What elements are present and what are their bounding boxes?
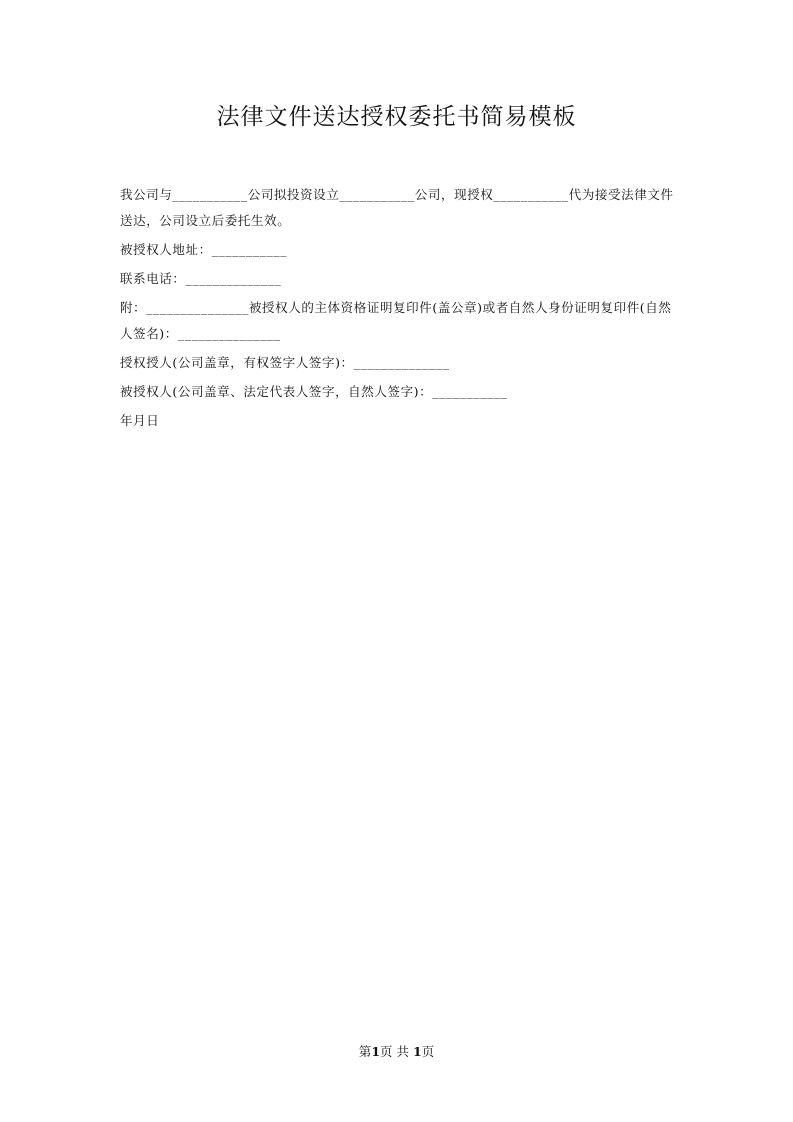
document-body xyxy=(120,182,680,437)
footer-suffix: 页 xyxy=(421,1044,435,1059)
footer-mid: 页 共 xyxy=(380,1044,409,1059)
paragraph-intro: 我公司与___________公司拟投资设立___________公司，现授权___________代为接受法律文件送达，公司设立后委托生效。 xyxy=(120,187,674,228)
document-title: 法律文件送达授权委托书简易模板 xyxy=(216,104,577,130)
paragraph-grantee-signature: 被授权人(公司盖章、法定代表人签字，自然人签字)：___________ xyxy=(120,384,508,399)
paragraph-phone: 联系电话：______________ xyxy=(120,271,282,286)
paragraph-date: 年月日 xyxy=(120,413,160,428)
footer-total-pages: 1 xyxy=(412,1044,422,1059)
paragraph-grantor-signature: 授权授人(公司盖章，有权签字人签字)：______________ xyxy=(120,355,450,370)
paragraph-attachment: 附：_______________被授权人的主体资格证明复印件(盖公章)或者自然人身份证明复印件(自然人签名)：_______________ xyxy=(120,300,672,341)
footer-prefix: 第 xyxy=(358,1044,372,1059)
paragraph-address: 被授权人地址：___________ xyxy=(120,242,288,257)
footer-page-number: 1 xyxy=(371,1044,381,1059)
page-footer xyxy=(0,1042,793,1060)
